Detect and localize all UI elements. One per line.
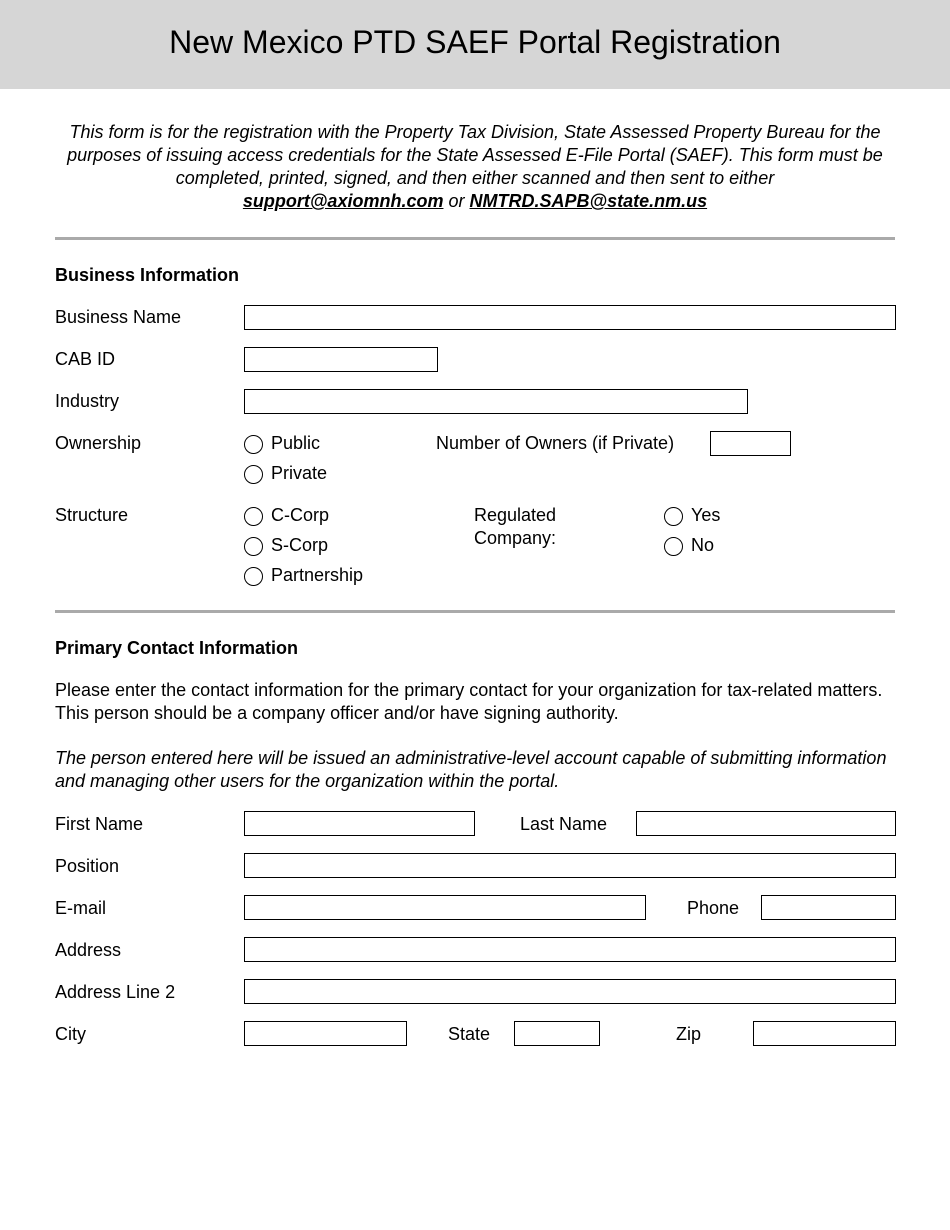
- owners-count-input[interactable]: [710, 431, 791, 456]
- business-section-title: Business Information: [55, 265, 240, 285]
- page-title: New Mexico PTD SAEF Portal Registration: [169, 24, 781, 60]
- address-label: Address: [55, 940, 122, 960]
- ownership-private-label: Private: [271, 463, 328, 483]
- city-input[interactable]: [244, 1021, 407, 1046]
- email-input[interactable]: [244, 895, 646, 920]
- contact-description: Please enter the contact information for the primary contact for your organization for tax-related matters. This person should be a company officer and/or have signing authority.: [55, 680, 883, 723]
- address-line2-input[interactable]: [244, 979, 896, 1004]
- intro-text: [55, 121, 895, 213]
- first-name-input[interactable]: [244, 811, 475, 836]
- regulated-no-radio[interactable]: [664, 537, 683, 556]
- sapb-email-link[interactable]: NMTRD.SAPB@state.nm.us: [469, 191, 708, 211]
- intro-body: This form is for the registration with the Property Tax Division, State Assessed Property Bureau for the purposes of issuing access credentials for the State Assessed E-File Portal (SAEF). This form must be completed, printed, signed, and then either scanned and then sent to either: [67, 122, 883, 188]
- structure-ccorp-radio[interactable]: [244, 507, 263, 526]
- industry-input[interactable]: [244, 389, 748, 414]
- position-label: Position: [55, 856, 120, 876]
- divider: [55, 610, 895, 613]
- state-label: State: [448, 1024, 491, 1044]
- structure-label: Structure: [55, 505, 129, 525]
- support-email-link[interactable]: support@axiomnh.com: [242, 191, 444, 211]
- last-name-input[interactable]: [636, 811, 896, 836]
- regulated-company-label-line1: Regulated: [474, 505, 557, 525]
- structure-scorp-radio[interactable]: [244, 537, 263, 556]
- phone-label: Phone: [687, 898, 740, 918]
- ownership-label: Ownership: [55, 433, 142, 453]
- ownership-private-radio[interactable]: [244, 465, 263, 484]
- zip-input[interactable]: [753, 1021, 896, 1046]
- business-name-label: Business Name: [55, 307, 182, 327]
- structure-scorp-label: S-Corp: [271, 535, 329, 555]
- state-input[interactable]: [514, 1021, 600, 1046]
- cab-id-input[interactable]: [244, 347, 438, 372]
- contact-section-title: Primary Contact Information: [55, 638, 299, 658]
- city-label: City: [55, 1024, 86, 1044]
- page-header: [0, 0, 950, 89]
- regulated-no-label: No: [691, 535, 715, 555]
- structure-ccorp-label: C-Corp: [271, 505, 330, 525]
- address-line2-label: Address Line 2: [55, 982, 176, 1002]
- structure-partnership-label: Partnership: [271, 565, 364, 585]
- first-name-label: First Name: [55, 814, 144, 834]
- regulated-company-label-line2: Company:: [474, 528, 557, 548]
- last-name-label: Last Name: [520, 814, 608, 834]
- ownership-public-radio[interactable]: [244, 435, 263, 454]
- regulated-yes-label: Yes: [691, 505, 721, 525]
- contact-admin-note: The person entered here will be issued an administrative-level account capable of submitting information and managing other users for the organization within the portal.: [55, 748, 887, 791]
- cab-id-label: CAB ID: [55, 349, 116, 369]
- divider: [55, 237, 895, 240]
- intro-connector: or: [448, 191, 465, 211]
- position-input[interactable]: [244, 853, 896, 878]
- business-name-input[interactable]: [244, 305, 896, 330]
- email-label: E-mail: [55, 898, 107, 918]
- address-input[interactable]: [244, 937, 896, 962]
- regulated-yes-radio[interactable]: [664, 507, 683, 526]
- structure-partnership-radio[interactable]: [244, 567, 263, 586]
- ownership-public-label: Public: [271, 433, 321, 453]
- industry-label: Industry: [55, 391, 120, 411]
- owners-count-label: Number of Owners (if Private): [436, 433, 675, 453]
- zip-label: Zip: [676, 1024, 702, 1044]
- phone-input[interactable]: [761, 895, 896, 920]
